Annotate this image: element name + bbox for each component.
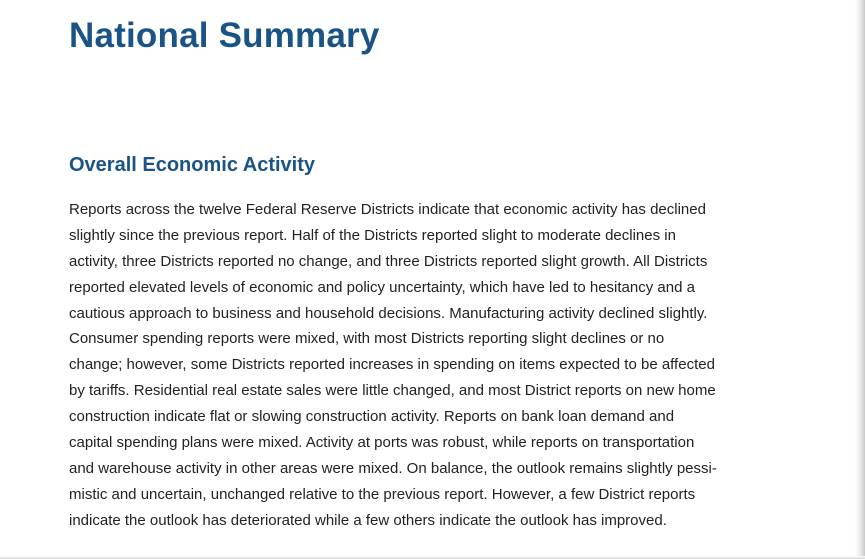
- section-body: [69, 197, 789, 534]
- body-line: mistic and uncertain, unchanged relative to the previous report. However, a few District reports: [69, 485, 696, 503]
- body-line: Reports across the twelve Federal Reserve Districts indicate that economic activity has declined: [69, 201, 706, 218]
- body-line: slightly since the previous report. Half of the Districts reported slight to moderate declines in: [69, 226, 676, 244]
- page-edge-shadow: [855, 0, 865, 559]
- body-line: indicate the outlook has deteriorated while a few others indicate the outlook has improved.: [69, 511, 667, 529]
- section-heading: Overall Economic Activity: [69, 154, 316, 176]
- body-line: cautious approach to business and household decisions. Manufacturing activity declined slightly.: [69, 304, 708, 322]
- body-line: Consumer spending reports were mixed, with most Districts reporting slight declines or no: [69, 330, 665, 348]
- body-line: capital spending plans were mixed. Activity at ports was robust, while reports on transportation: [69, 434, 695, 452]
- body-line: by tariffs. Residential real estate sales were little changed, and most District reports on new home: [69, 382, 716, 400]
- body-line: reported elevated levels of economic and policy uncertainty, which have led to hesitancy and a: [69, 278, 695, 296]
- body-line: activity, three Districts reported no change, and three Districts reported slight growth. All Districts: [69, 252, 708, 270]
- body-line: change; however, some Districts reported increases in spending on items expected to be affected: [69, 356, 715, 374]
- page-title: National Summary: [69, 16, 380, 55]
- body-line: construction indicate flat or slowing construction activity. Reports on bank loan demand and: [69, 408, 675, 426]
- body-line: and warehouse activity in other areas were mixed. On balance, the outlook remains slightly pessi-: [69, 459, 717, 477]
